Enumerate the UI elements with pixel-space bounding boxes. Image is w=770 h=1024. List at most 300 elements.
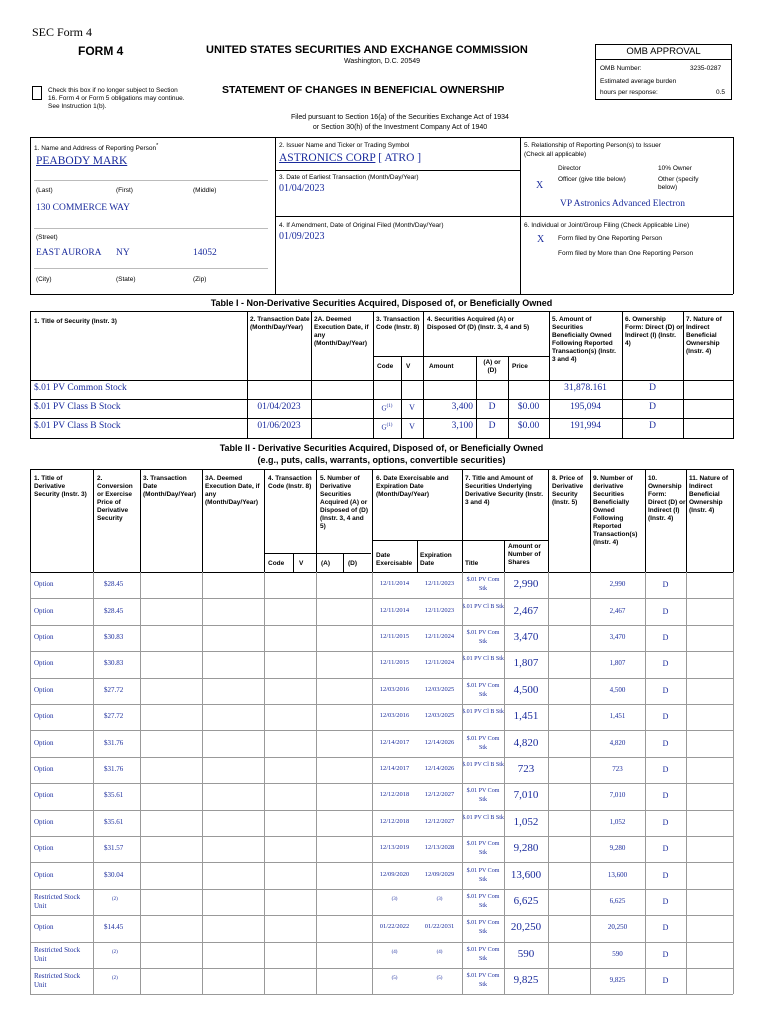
t2-row-grid-line (202, 783, 203, 809)
t2-row-owned: 7,010 (609, 791, 626, 800)
t2-row-expiration: 12/12/2027 (424, 817, 455, 825)
last-name-caption: (Last) (36, 187, 53, 194)
t2-grid-line (140, 469, 141, 572)
t1-row-owned: 191,994 (570, 421, 601, 431)
t2-row-grid-line (733, 678, 734, 704)
t2-grid-line (645, 469, 646, 572)
t2-row-owned: 590 (612, 949, 623, 958)
officer-title: VP Astronics Advanced Electron (560, 199, 685, 209)
t2-row-grid-line (645, 651, 646, 677)
t2-row-price: (2) (112, 897, 118, 902)
t2-row-grid-line (504, 704, 505, 730)
t2-row-grid-line (93, 915, 94, 941)
filed-pursuant-2: or Section 30(h) of the Investment Company Act of 1940 (312, 124, 488, 131)
t2-row-separator (30, 994, 733, 995)
t2-row-grid-line (548, 651, 549, 677)
t2-sub-v: V (299, 560, 304, 567)
t2-row-owned: 1,052 (609, 817, 626, 826)
t2-row-expiration: 12/09/2029 (424, 870, 455, 878)
t2-row-grid-line (372, 704, 373, 730)
street-value: 130 COMMERCE WAY (36, 203, 130, 213)
t2-row-grid-line (504, 625, 505, 651)
t2-row-grid-line (686, 757, 687, 783)
t2-row-price: $27.72 (104, 685, 124, 694)
t2-row-expiration: 12/11/2024 (424, 659, 455, 667)
t1-sub-v: V (406, 363, 411, 370)
t2-row-grid-line (30, 704, 31, 730)
t2-row-owned: 1,807 (609, 659, 626, 668)
t2-row-underlying-amount: 7,010 (513, 789, 539, 802)
t2-row-grid-line (264, 757, 265, 783)
t2-row-grid-line (733, 598, 734, 624)
t2-grid-line (93, 469, 94, 572)
t2-row-grid-line (93, 862, 94, 888)
t2-row-grid-line (504, 678, 505, 704)
t2-row-grid-line (590, 625, 591, 651)
t2-row-grid-line (202, 968, 203, 994)
t2-row-grid-line (504, 651, 505, 677)
t2-row-price: $27.72 (104, 712, 124, 721)
t2-row-grid-line (140, 625, 141, 651)
t2-row-underlying-title: $.01 PV Cl B Stk (462, 709, 504, 716)
t2-row-grid-line (645, 942, 646, 968)
t2-row-underlying-amount: 2,990 (513, 578, 539, 591)
t2-row-title: Option (34, 844, 54, 853)
t2-row-grid-line (316, 968, 317, 994)
t2-row-grid-line (462, 942, 463, 968)
t2-row-owned: 1,451 (609, 712, 626, 721)
state-caption: (State) (116, 276, 136, 283)
issuer-name[interactable]: ASTRONICS CORP [ ATRO ] (279, 152, 422, 164)
t2-row-grid-line (645, 598, 646, 624)
filed-pursuant-1: Filed pursuant to Section 16(a) of the Securities Exchange Act of 1934 (291, 114, 509, 121)
street-caption: (Street) (36, 234, 58, 241)
t2-row-grid-line (733, 730, 734, 756)
t2-row-grid-line (462, 625, 463, 651)
t2-col-owned: 9. Number of derivative Securities Beneficially Owned Following Reported Transaction(s) (Instr. 4) (593, 475, 638, 546)
statement-title: STATEMENT OF CHANGES IN BENEFICIAL OWNERSHIP (222, 84, 505, 96)
t2-row-grid-line (686, 730, 687, 756)
t2-row-price: $28.45 (104, 606, 124, 615)
t2-row-separator (30, 651, 733, 652)
agency-title: UNITED STATES SECURITIES AND EXCHANGE COMMISSION (206, 44, 528, 56)
t2-col-form: 10. Ownership Form: Direct (D) or Indirect (I) (Instr. 4) (648, 475, 686, 522)
t2-row-grid-line (202, 572, 203, 598)
t2-row-grid-line (372, 968, 373, 994)
box3-label: 3. Date of Earliest Transaction (Month/Day/Year) (279, 174, 419, 181)
t2-row-grid-line (202, 678, 203, 704)
t2-row-title: Restricted Stock Unit (34, 945, 81, 963)
one-person-option[interactable]: Form filed by One Reporting Person (558, 235, 663, 242)
t2-row-form: D (662, 791, 669, 801)
t2-row-grid-line (140, 836, 141, 862)
t2-row-grid-line (202, 625, 203, 651)
t2-row-grid-line (93, 757, 94, 783)
t1-sub-price: Price (512, 363, 528, 370)
t2-row-grid-line (462, 651, 463, 677)
t2-row-grid-line (733, 836, 734, 862)
t2-row-grid-line (504, 730, 505, 756)
t2-row-grid-line (93, 598, 94, 624)
t2-row-price: $28.45 (104, 580, 124, 589)
t2-row-grid-line (202, 730, 203, 756)
t2-row-grid-line (548, 625, 549, 651)
t2-row-grid-line (140, 730, 141, 756)
omb-burden-label: Estimated average burden (600, 78, 677, 85)
t1-row-code: $G^{(1)}$ (381, 404, 393, 413)
officer-option[interactable]: Officer (give title below) (558, 176, 626, 183)
t2-row-grid-line (202, 889, 203, 915)
t1-row-amount: 3,400 (451, 402, 473, 412)
t2-row-price: $35.61 (104, 791, 124, 800)
t2-row-grid-line (548, 968, 549, 994)
t2-row-date-exercisable: 12/12/2018 (379, 817, 410, 825)
t2-row-separator (30, 836, 733, 837)
t2-row-grid-line (548, 915, 549, 941)
t2-row-underlying-title: $.01 PV Com Stk (466, 920, 500, 936)
t2-row-separator (30, 757, 733, 758)
t1-col-nature: 7. Nature of Indirect Beneficial Ownership (Instr. 4) (686, 316, 722, 355)
t2-row-grid-line (372, 598, 373, 624)
t2-row-grid-line (504, 915, 505, 941)
t2-row-title: Option (34, 738, 54, 747)
sec-form-label: SEC Form 4 (32, 25, 93, 39)
t2-row-form: D (662, 976, 669, 986)
t2-row-grid-line (504, 968, 505, 994)
t2-row-underlying-amount: 9,825 (513, 974, 539, 987)
earliest-transaction-date: 01/04/2023 (279, 183, 325, 194)
reporting-person-name[interactable]: PEABODY MARK (36, 155, 128, 167)
t2-row-grid-line (30, 810, 31, 836)
t2-row-grid-line (645, 783, 646, 809)
t2-row-grid-line (372, 625, 373, 651)
no-longer-subject-checkbox[interactable] (32, 86, 42, 100)
director-option[interactable]: Director (558, 165, 581, 172)
t2-row-grid-line (264, 730, 265, 756)
t2-row-grid-line (140, 598, 141, 624)
t1-col-deemed: 2A. Deemed Execution Date, if any (Month/Day/Year) (314, 316, 369, 347)
table1-title: Table I - Non-Derivative Securities Acquired, Disposed of, or Beneficially Owned (210, 298, 553, 308)
t2-row-expiration: 01/22/2031 (424, 923, 455, 931)
t2-row-grid-line (30, 625, 31, 651)
t2-row-grid-line (548, 572, 549, 598)
t2-row-grid-line (462, 836, 463, 862)
t2-grid-line (316, 469, 317, 572)
t2-row-grid-line (202, 942, 203, 968)
box5-sublabel: (Check all applicable) (524, 151, 587, 158)
t2-row-title: Option (34, 791, 54, 800)
t2-row-underlying-title: $.01 PV Cl B Stk (462, 814, 504, 821)
t1-row-amount: 3,100 (451, 421, 473, 431)
t2-row-grid-line (645, 915, 646, 941)
t2-row-grid-line (264, 942, 265, 968)
t2-row-grid-line (686, 889, 687, 915)
t2-row-grid-line (645, 836, 646, 862)
t2-row-grid-line (140, 572, 141, 598)
t2-row-grid-line (93, 783, 94, 809)
t2-row-expiration: 12/14/2026 (424, 765, 455, 772)
t2-row-date-exercisable: 01/22/2022 (379, 923, 410, 931)
t2-row-separator (30, 862, 733, 863)
t2-row-grid-line (140, 968, 141, 994)
t2-row-underlying-amount: 1,451 (513, 710, 539, 723)
t2-row-grid-line (316, 625, 317, 651)
t2-row-grid-line (93, 704, 94, 730)
t2-row-grid-line (548, 783, 549, 809)
t2-row-grid-line (140, 889, 141, 915)
t2-row-grid-line (462, 598, 463, 624)
t2-sub-title: Title (465, 560, 479, 567)
t2-row-date-exercisable: 12/13/2019 (379, 844, 410, 852)
t2-row-grid-line (93, 572, 94, 598)
t2-row-expiration: (3) (436, 897, 443, 902)
t2-grid-line (202, 469, 203, 572)
t2-row-underlying-title: $.01 PV Com Stk (466, 788, 500, 804)
t2-row-date-exercisable: 12/11/2015 (379, 659, 410, 667)
t2-col-acquired: 5. Number of Derivative Securities Acquired (A) or Disposed of (D) (Instr. 3, 4 and 5) (320, 475, 369, 530)
t2-row-form: D (662, 765, 669, 774)
t2-row-grid-line (686, 625, 687, 651)
omb-number-label: OMB Number: (600, 65, 642, 72)
t2-row-title: Option (34, 685, 54, 694)
t2-row-date-exercisable: 12/14/2017 (379, 738, 410, 746)
t2-row-grid-line (93, 651, 94, 677)
t2-row-price: (2) (112, 976, 118, 982)
t2-row-underlying-amount: 2,467 (513, 604, 539, 617)
t2-row-price: $30.83 (104, 633, 124, 641)
officer-check-mark: X (536, 180, 544, 191)
ten-pct-owner-option[interactable]: 10% Owner (658, 165, 692, 172)
t2-row-grid-line (686, 810, 687, 836)
omb-number-value: 3235-0287 (690, 65, 722, 72)
t2-grid-line (372, 469, 373, 572)
t2-row-title: Option (34, 659, 54, 668)
t2-row-title: Option (34, 633, 54, 641)
t2-row-grid-line (733, 810, 734, 836)
form-title: FORM 4 (78, 44, 124, 58)
first-name-caption: (First) (116, 187, 133, 194)
t2-row-price: $31.57 (104, 844, 124, 853)
t2-row-separator (30, 968, 733, 969)
t2-row-grid-line (264, 572, 265, 598)
t2-row-grid-line (140, 678, 141, 704)
t2-row-grid-line (264, 968, 265, 994)
t2-row-separator (30, 889, 733, 890)
t1-row-date: 01/06/2023 (257, 421, 301, 431)
t2-row-grid-line (504, 942, 505, 968)
t2-row-grid-line (548, 678, 549, 704)
t2-row-grid-line (140, 942, 141, 968)
t2-row-grid-line (372, 889, 373, 915)
t2-row-grid-line (462, 704, 463, 730)
t2-row-grid-line (645, 889, 646, 915)
t2-row-owned: 4,500 (609, 685, 626, 694)
t2-row-form: D (662, 738, 669, 748)
t1-col-form: 6. Ownership Form: Direct (D) or Indirect (I) (Instr. 4) (625, 316, 683, 347)
t2-row-grid-line (590, 915, 591, 941)
box2-label: 2. Issuer Name and Ticker or Trading Symbol (279, 142, 410, 149)
zip-value: 14052 (193, 248, 217, 258)
omb-approval-box (595, 44, 732, 100)
t2-row-grid-line (504, 889, 505, 915)
t2-row-grid-line (645, 730, 646, 756)
t2-row-grid-line (686, 942, 687, 968)
t2-col-date: 3. Transaction Date (Month/Day/Year) (143, 475, 197, 498)
t2-row-grid-line (30, 730, 31, 756)
t2-row-grid-line (733, 704, 734, 730)
t2-row-grid-line (590, 942, 591, 968)
t2-row-underlying-title: $.01 PV Com Stk (466, 973, 500, 989)
t2-row-grid-line (264, 783, 265, 809)
t2-row-expiration: (4) (436, 949, 443, 955)
t2-row-date-exercisable: 12/03/2016 (379, 712, 410, 720)
t2-row-grid-line (686, 651, 687, 677)
t2-row-underlying-amount: 6,625 (513, 895, 539, 907)
t2-row-owned: 3,470 (609, 633, 626, 641)
t2-row-grid-line (202, 836, 203, 862)
t2-row-grid-line (733, 572, 734, 598)
t2-grid-line (293, 553, 294, 572)
t2-row-grid-line (30, 862, 31, 888)
t2-row-grid-line (140, 704, 141, 730)
t2-row-owned: 723 (612, 765, 623, 773)
t2-grid-line (264, 469, 265, 572)
t2-row-grid-line (590, 889, 591, 915)
t2-grid-line (343, 553, 344, 572)
t2-row-grid-line (93, 836, 94, 862)
t2-row-owned: 4,820 (609, 738, 626, 747)
t2-row-owned: 13,600 (607, 870, 628, 879)
t2-row-grid-line (30, 915, 31, 941)
t2-row-grid-line (645, 625, 646, 651)
t2-row-underlying-amount: 4,820 (513, 736, 539, 749)
box4-label: 4. If Amendment, Date of Original Filed (Month/Day/Year) (279, 222, 444, 229)
t2-row-grid-line (590, 810, 591, 836)
t2-row-underlying-amount: 4,500 (513, 683, 539, 696)
t2-row-price: $14.45 (104, 923, 124, 932)
t2-row-title: Option (34, 580, 54, 589)
t2-row-separator (30, 704, 733, 705)
t2-row-grid-line (645, 968, 646, 994)
t2-row-grid-line (30, 836, 31, 862)
t2-row-grid-line (686, 836, 687, 862)
t1-col-owned: 5. Amount of Securities Beneficially Owned Following Reported Transaction(s) (Instr. 3 and 4) (552, 316, 616, 363)
box5-label: 5. Relationship of Reporting Person(s) to Issuer (524, 142, 661, 149)
t2-row-grid-line (590, 757, 591, 783)
t2-grid-line (686, 469, 687, 572)
t2-row-underlying-title: $.01 PV Com Stk (466, 894, 500, 909)
t2-row-grid-line (733, 783, 734, 809)
t2-row-grid-line (30, 572, 31, 598)
t2-row-owned: 6,625 (609, 897, 626, 905)
t2-row-grid-line (140, 783, 141, 809)
t2-col-nature: 11. Nature of Indirect Beneficial Ownership (Instr. 4) (689, 475, 729, 514)
t2-row-grid-line (462, 730, 463, 756)
t2-row-grid-line (462, 915, 463, 941)
checkbox-instruction: Check this box if no longer subject to Section 16. Form 4 or Form 5 obligations may continue. See Instruction 1(b). (48, 87, 185, 110)
t2-row-underlying-title: $.01 PV Com Stk (466, 946, 500, 962)
t2-row-grid-line (140, 651, 141, 677)
t2-row-form: D (662, 870, 669, 880)
t2-row-grid-line (264, 704, 265, 730)
t1-row-v: V (409, 422, 415, 431)
t1-row-date: 01/04/2023 (257, 402, 301, 412)
t2-row-grid-line (462, 757, 463, 783)
t2-row-underlying-title: $.01 PV Com Stk (466, 577, 500, 593)
table2-title: Table II - Derivative Securities Acquired, Disposed of, or Beneficially Owned (219, 443, 544, 453)
more-person-option[interactable]: Form filed by More than One Reporting Person (558, 250, 694, 257)
t2-row-grid-line (202, 651, 203, 677)
omb-title: OMB APPROVAL (596, 45, 731, 60)
t1-col-code: 3. Transaction Code (Instr. 8) (376, 316, 420, 331)
t2-row-owned: 20,250 (607, 923, 628, 932)
amendment-date: 01/09/2023 (279, 231, 325, 242)
t2-grid-line (504, 540, 505, 572)
t2-grid-line (30, 469, 31, 572)
t2-row-grid-line (504, 572, 505, 598)
t2-row-underlying-title: $.01 PV Cl B Stk (462, 603, 504, 610)
t2-row-form: D (662, 633, 669, 642)
t2-row-date-exercisable: (3) (391, 897, 398, 902)
t2-row-grid-line (590, 968, 591, 994)
t2-row-grid-line (316, 915, 317, 941)
t2-row-grid-line (504, 757, 505, 783)
t2-col-code: 4. Transaction Code (Instr. 8) (268, 475, 312, 490)
t2-row-grid-line (686, 678, 687, 704)
t2-row-price: (2) (112, 949, 118, 955)
t2-row-grid-line (93, 810, 94, 836)
t2-row-grid-line (140, 810, 141, 836)
t2-row-grid-line (316, 757, 317, 783)
t2-row-expiration: 12/13/2028 (424, 844, 455, 852)
t2-sub-expiration: Expiration Date (420, 552, 452, 567)
t2-row-grid-line (30, 598, 31, 624)
t2-row-grid-line (733, 862, 734, 888)
t2-row-grid-line (30, 651, 31, 677)
t2-row-form: D (662, 817, 669, 827)
t2-row-expiration: 12/03/2025 (424, 712, 455, 720)
box1-label: 1. Name and Address of Reporting Person* (34, 143, 159, 153)
t2-row-grid-line (548, 862, 549, 888)
omb-hours-value: 0.5 (716, 89, 726, 96)
t2-row-grid-line (462, 889, 463, 915)
t2-row-grid-line (30, 889, 31, 915)
t2-row-grid-line (686, 572, 687, 598)
t2-row-grid-line (202, 915, 203, 941)
t2-row-grid-line (733, 942, 734, 968)
t2-col-title: 1. Title of Derivative Security (Instr. 3) (34, 475, 87, 498)
t2-row-separator (30, 730, 733, 731)
t2-row-grid-line (316, 598, 317, 624)
t2-row-date-exercisable: (4) (391, 949, 398, 955)
t2-row-underlying-title: $.01 PV Com Stk (466, 867, 500, 883)
t2-row-form: D (662, 580, 669, 590)
t2-row-grid-line (590, 704, 591, 730)
t2-row-underlying-title: $.01 PV Com Stk (466, 682, 500, 698)
t2-row-underlying-title: $.01 PV Com Stk (466, 630, 500, 645)
t2-row-grid-line (462, 783, 463, 809)
t2-row-grid-line (264, 915, 265, 941)
t2-row-grid-line (264, 678, 265, 704)
t2-row-grid-line (316, 572, 317, 598)
t2-sub-a: (A) (321, 560, 331, 567)
t2-row-separator (30, 942, 733, 943)
t2-row-grid-line (202, 704, 203, 730)
t2-row-grid-line (264, 836, 265, 862)
other-option[interactable]: Other (specify below) (658, 176, 699, 191)
t2-row-grid-line (548, 836, 549, 862)
t2-row-grid-line (645, 704, 646, 730)
